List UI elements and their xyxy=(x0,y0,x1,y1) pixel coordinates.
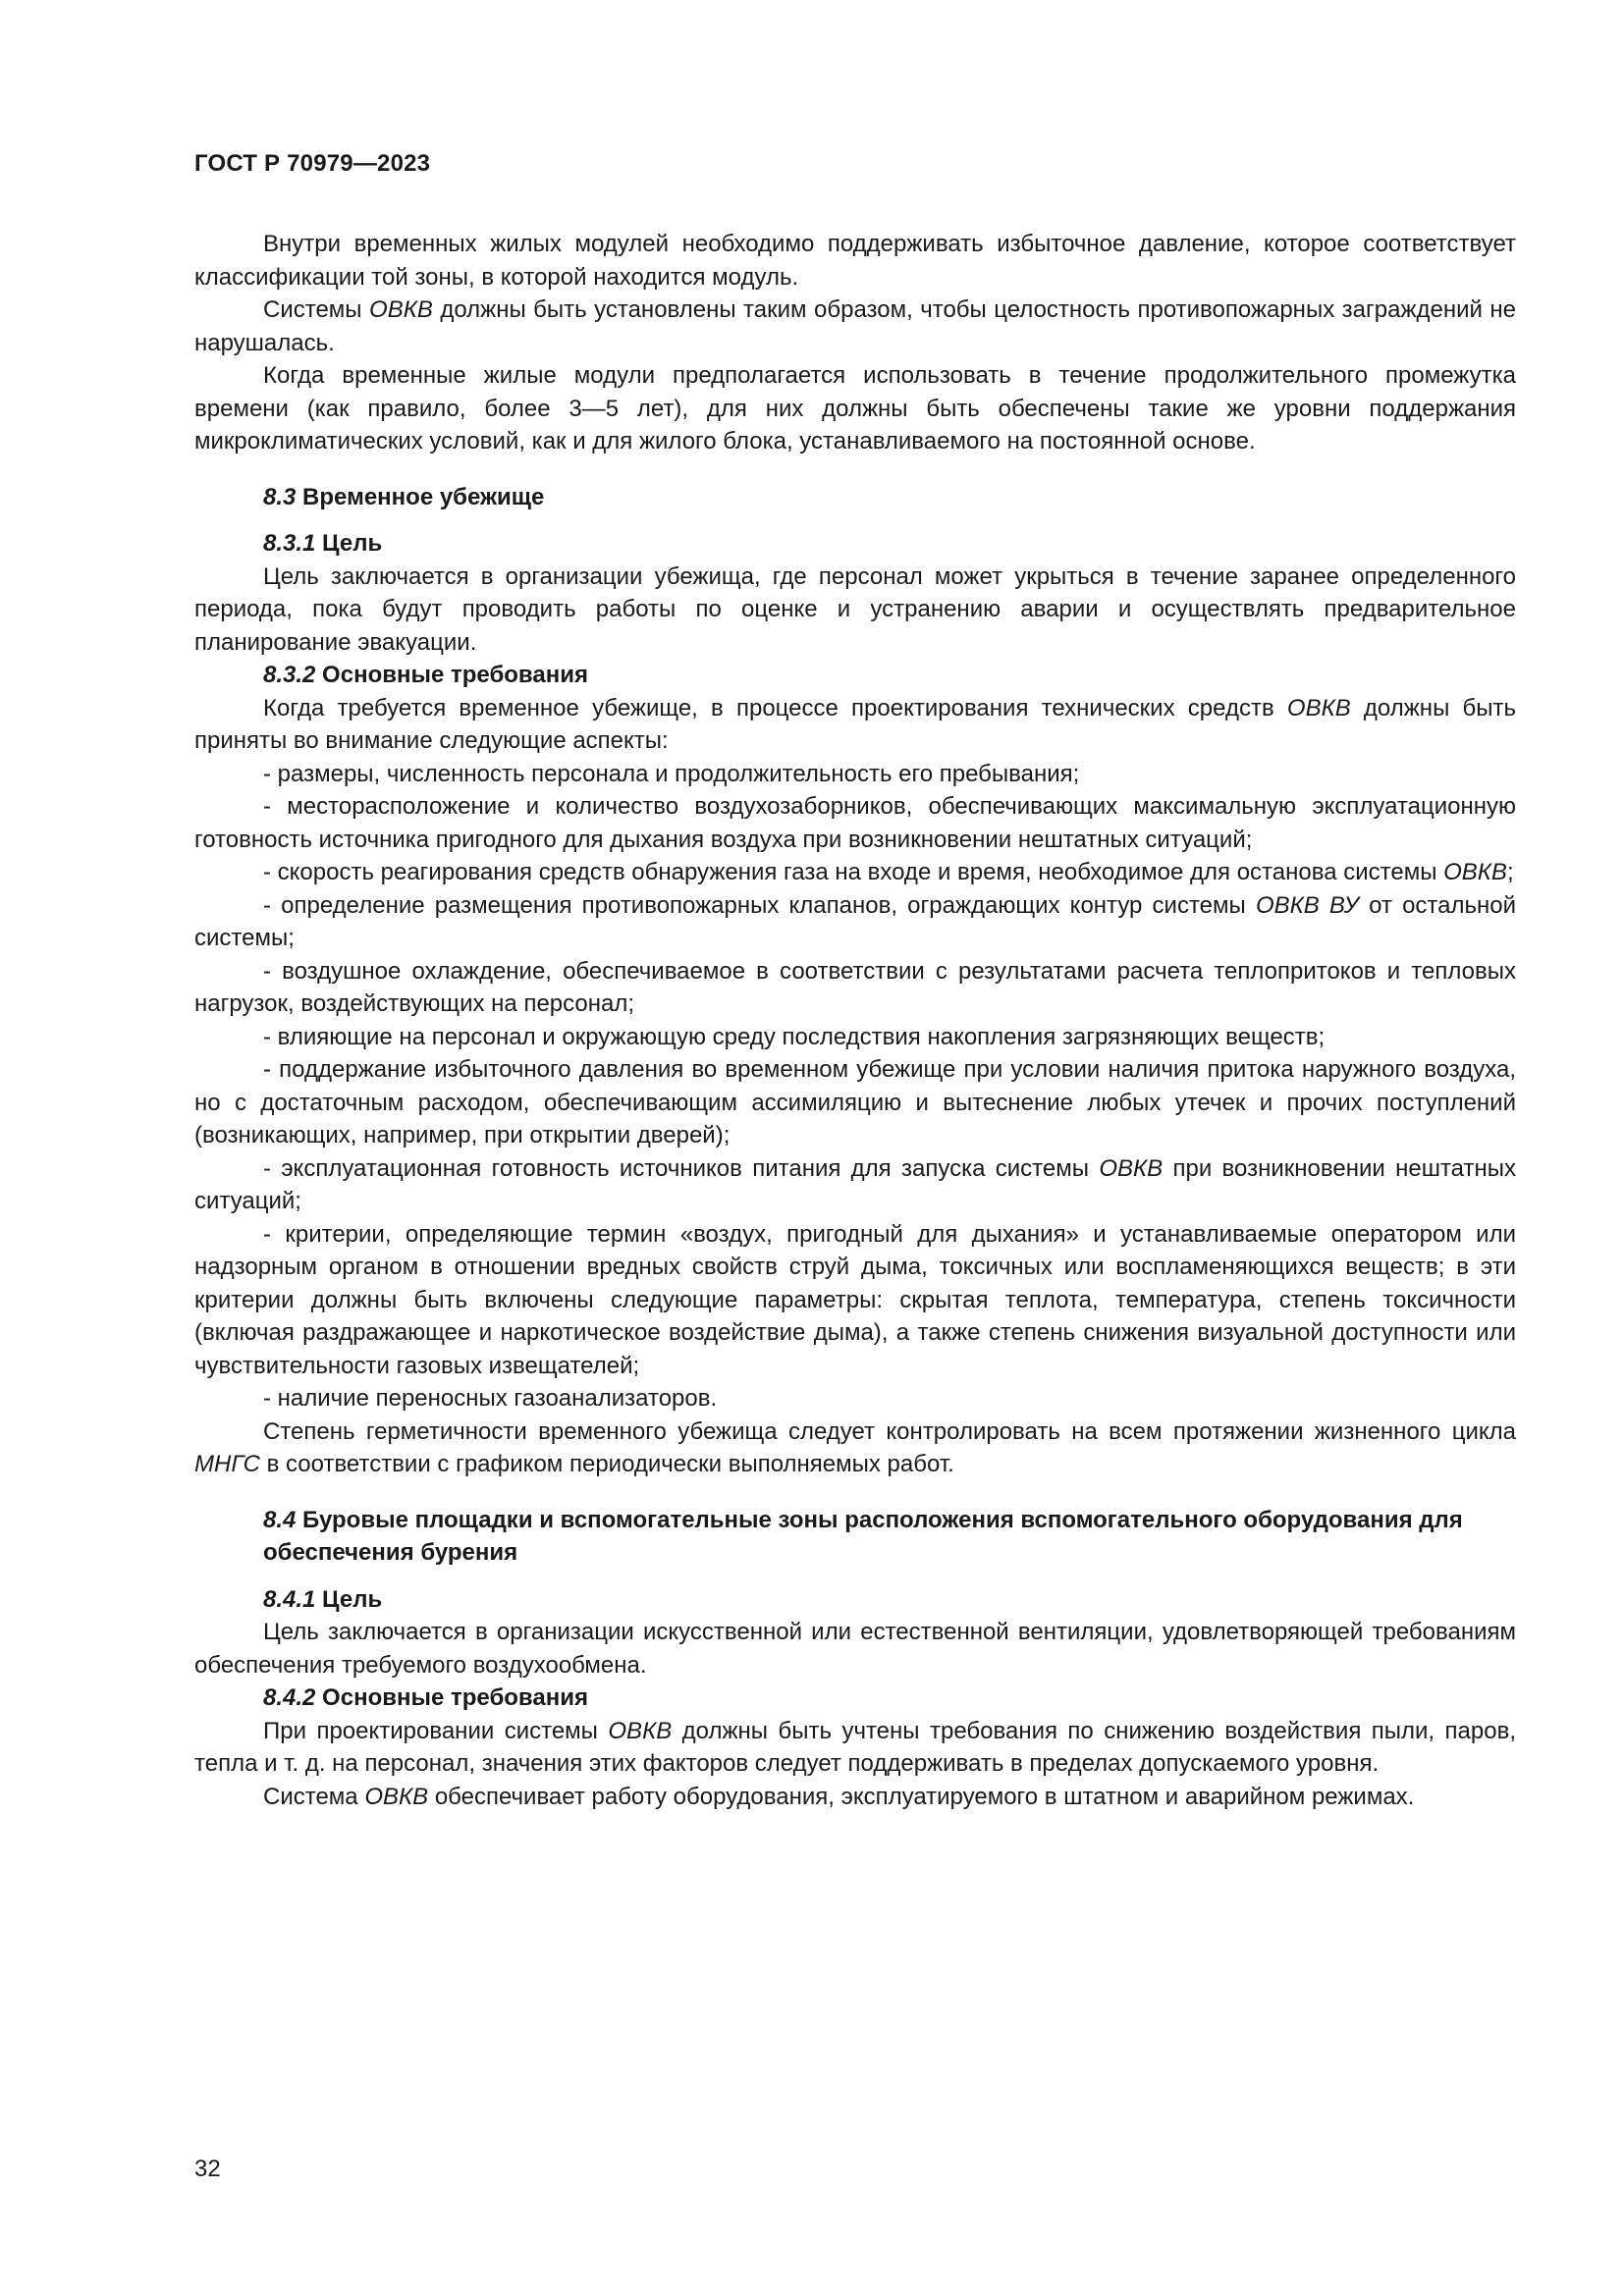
paragraph: Системы ОВКВ должны быть установлены таким образом, чтобы целостность противопожарных заграждений не нарушалась. xyxy=(194,296,1516,356)
section-number: 8.3.2 xyxy=(263,662,316,688)
section-title: Временное убежище xyxy=(296,483,545,510)
paragraph: Цель заключается в организации искусственной или естественной вентиляции, удовлетворяющей требованиям обеспечения требуемого воздухообмена. xyxy=(194,1619,1516,1679)
list-item: - размеры, численность персонала и продолжительность его пребывания; xyxy=(263,760,1080,787)
section-heading-8-3 xyxy=(194,481,1516,514)
document-body xyxy=(194,228,1516,1813)
section-heading-8-4 xyxy=(194,1504,1516,1570)
list-item: - скорость реагирования средств обнаружения газа на входе и время, необходимое для останова системы ОВКВ; xyxy=(263,859,1514,885)
paragraph: Степень герметичности временного убежища следует контролировать на всем протяжении жизненного цикла МНГС в соответствии с графиком периодически выполняемых работ. xyxy=(194,1417,1516,1477)
paragraph: Когда временные жилые модули предполагается использовать в течение продолжительного промежутка времени (как правило, более 3—5 лет), для них должны быть обеспечены такие же уровни поддержания микроклиматических условий, как и для жилого блока, устанавливаемого на постоянной основе. xyxy=(194,362,1516,454)
section-title: Основные требования xyxy=(315,662,588,688)
section-number: 8.3 xyxy=(263,483,297,510)
abbreviation: ОВКВ xyxy=(369,296,433,323)
paragraph: Когда требуется временное убежище, в процессе проектирования технических средств ОВКВ должны быть приняты во внимание следующие аспекты: xyxy=(194,694,1517,754)
paragraph: Внутри временных жилых модулей необходимо поддерживать избыточное давление, которое соответствует классификации той зоны, в которой находится модуль. xyxy=(194,231,1516,291)
paragraph: Цель заключается в организации убежища, где персонал может укрыться в течение заранее определенного периода, пока будут проводить работы по оценке и устранению аварии и осуществлять предварительное планирование эвакуации. xyxy=(194,562,1516,656)
list-item: - влияющие на персонал и окружающую среду последствия накопления загрязняющих веществ; xyxy=(263,1023,1326,1050)
list-item: - поддержание избыточного давления во временном убежище при условии наличия притока наружного воздуха, но с достаточным расходом, обеспечивающим ассимиляцию и вытеснение любых утечек и прочих поступлений (возникающих, например, при открытии дверей); xyxy=(194,1056,1516,1148)
paragraph: Система ОВКВ обеспечивает работу оборудования, эксплуатируемого в штатном и аварийном режимах. xyxy=(263,1783,1415,1810)
section-title: Основные требования xyxy=(315,1684,588,1711)
section-title: Цель xyxy=(315,530,383,557)
abbreviation: ОВКВ xyxy=(1443,859,1507,885)
subsection-heading-8-4-2 xyxy=(194,1682,1516,1715)
abbreviation: ОВКВ xyxy=(608,1717,673,1744)
abbreviation: ОВКВ xyxy=(1286,694,1351,721)
abbreviation: ОВКВ xyxy=(364,1783,429,1810)
paragraph: При проектировании системы ОВКВ должны быть учтены требования по снижению воздействия пыли, паров, тепла и т. д. на персонал, значения этих факторов следует поддерживать в пределах допускаемого уровня. xyxy=(194,1717,1517,1777)
subsection-heading-8-3-2 xyxy=(194,659,1516,692)
document-code-header: ГОСТ Р 70979—2023 xyxy=(194,150,431,177)
list-item: - наличие переносных газоанализаторов. xyxy=(263,1385,718,1412)
section-title: Цель xyxy=(315,1585,383,1613)
abbreviation: ОВКВ xyxy=(1099,1154,1164,1182)
subsection-heading-8-4-1 xyxy=(194,1583,1516,1617)
abbreviation: МНГС xyxy=(194,1451,260,1477)
section-number: 8.3.1 xyxy=(263,530,316,557)
list-item: - критерии, определяющие термин «воздух, пригодный для дыхания» и устанавливаемые оператором или надзорным органом в отношении вредных свойств струй дыма, токсичных или воспламеняющихся веществ; в эти критерии должны быть включены следующие параметры: скрытая теплота, температура, степень токсичности (включая раздражающее и наркотическое воздействие дыма), а также степень снижения визуальной доступности или чувствительности газовых извещателей; xyxy=(194,1220,1516,1379)
list-item: - определение размещения противопожарных клапанов, ограждающих контур системы ОВКВ ВУ от остальной системы; xyxy=(194,891,1516,951)
section-title: Буровые площадки и вспомогательные зоны расположения вспомогательного оборудования для обеспечения бурения xyxy=(263,1506,1463,1566)
list-item: - эксплуатационная готовность источников питания для запуска системы ОВКВ при возникновении нештатных ситуаций; xyxy=(194,1154,1516,1214)
list-item: - воздушное охлаждение, обеспечиваемое в соответствии с результатами расчета теплопритоков и тепловых нагрузок, воздействующих на персонал; xyxy=(194,957,1516,1017)
section-number: 8.4 xyxy=(263,1506,297,1533)
abbreviation: ОВКВ ВУ xyxy=(1255,891,1359,919)
section-number: 8.4.2 xyxy=(263,1684,316,1711)
page-number: 32 xyxy=(194,2156,221,2182)
list-item: - месторасположение и количество воздухозаборников, обеспечивающих максимальную эксплуатационную готовность источника пригодного для дыхания воздуха при возникновении нештатных ситуаций; xyxy=(194,793,1516,853)
section-number: 8.4.1 xyxy=(263,1585,316,1613)
subsection-heading-8-3-1 xyxy=(194,527,1516,561)
